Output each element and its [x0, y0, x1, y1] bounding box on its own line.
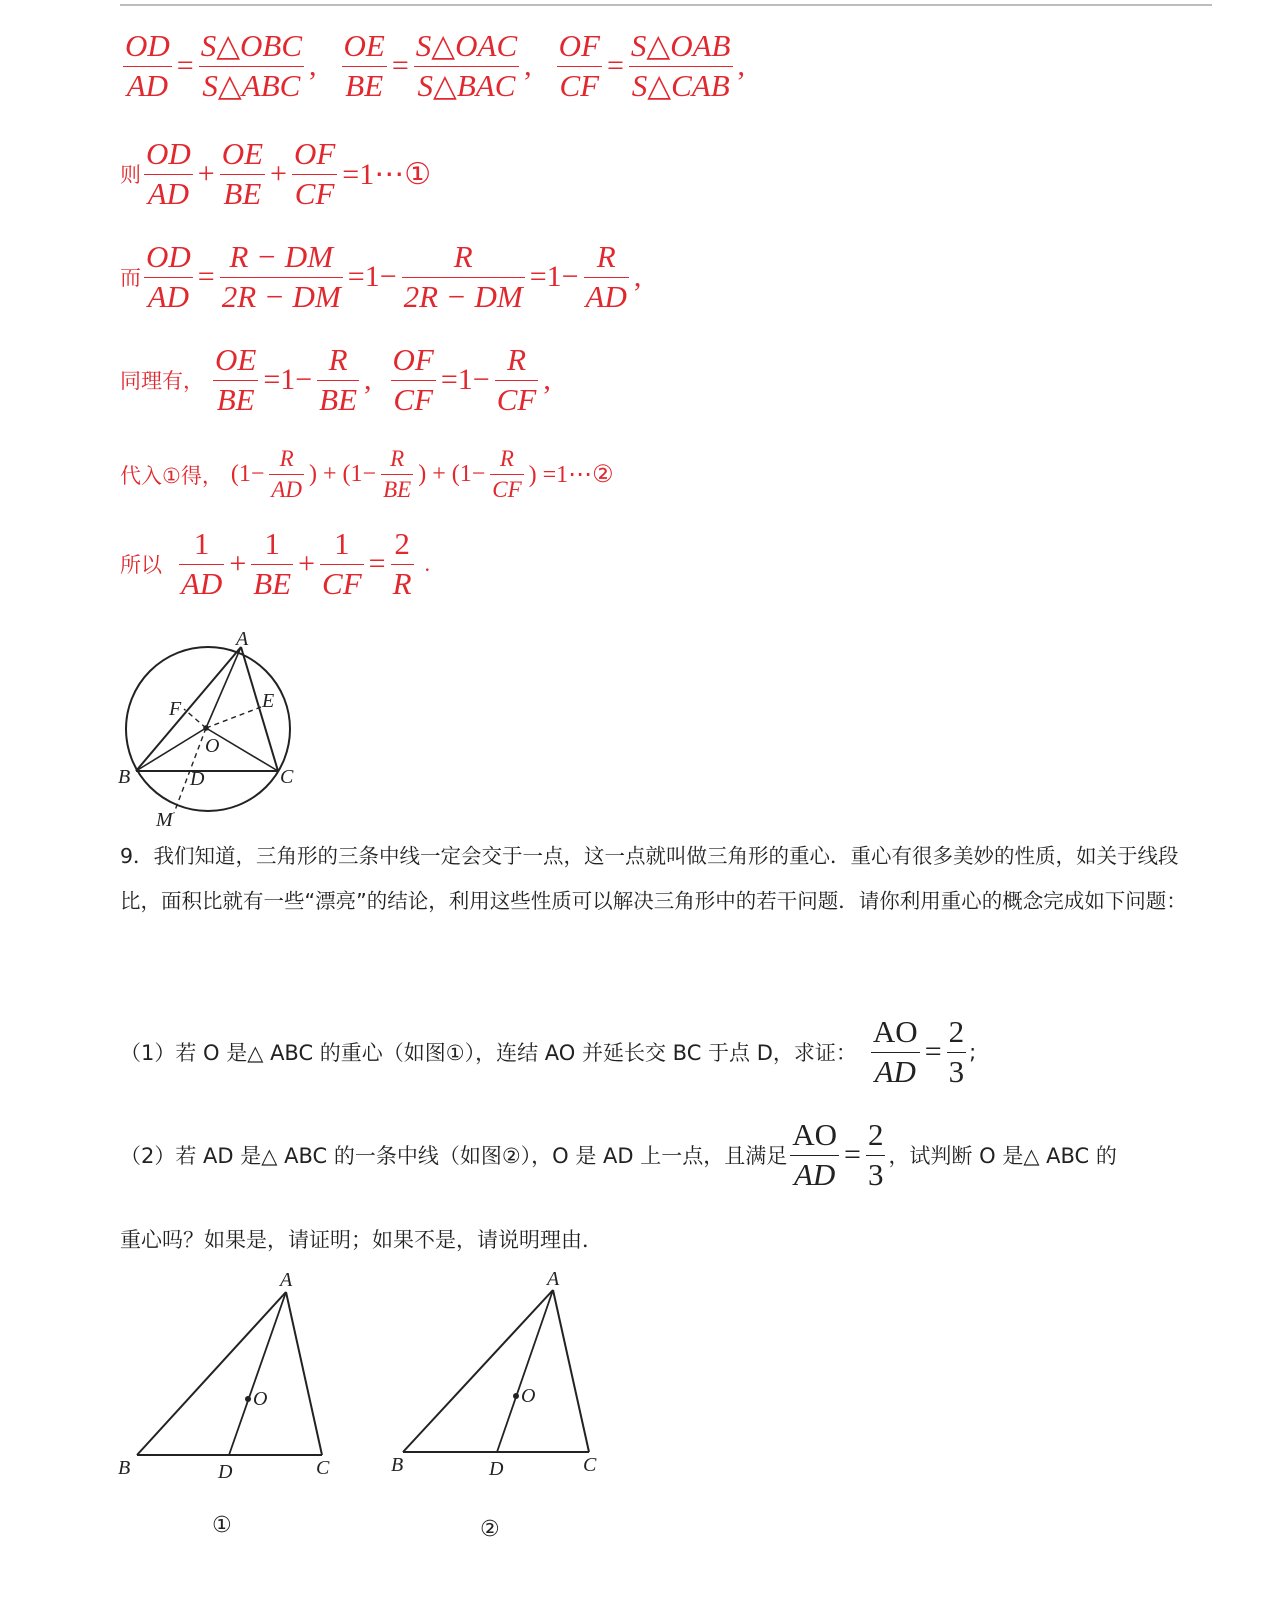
sum-equation-row: 则 $\frac{OD}{AD}$ + $\frac{OE}{BE}$ + $\frac{OF}{CF}$ =1⋯①: [120, 136, 432, 211]
fig1-label-c: C: [280, 766, 294, 788]
fig1-label-e: E: [262, 690, 275, 712]
circle-triangle-figure: [112, 625, 312, 830]
substitution-row: 代入①得， (1− $\frac{R}{AD}$ ) + (1− $\frac{R}{BE}$ ) + (1− $\frac{R}{CF}$ ) =1⋯②: [120, 446, 614, 503]
fig2-label-d: D: [218, 1461, 233, 1483]
problem-9-statement: 9．我们知道，三角形的三条中线一定会交于一点，这一点就叫做三角形的重心．重心有很多美妙的性质，如关于线段比，面积比就有一些“漂亮”的结论，利用这些性质可以解决三角形中的若干问题．请你利用重心的概念完成如下问题：: [120, 844, 1187, 913]
fig3-label-c: C: [583, 1454, 597, 1476]
triangle-figure-1: [112, 1266, 342, 1546]
similar-derivation-row: 同理有， $\frac{OE}{BE}$ =1− $\frac{R}{BE}$ , $\frac{OF}{CF}$ =1− $\frac{R}{CF}$ ,: [120, 342, 551, 417]
fig1-label-d: D: [190, 768, 205, 790]
fig2-label-c: C: [316, 1457, 330, 1479]
fig3-label-o: O: [521, 1385, 536, 1407]
fig3-label-d: D: [489, 1458, 504, 1480]
fig2-label-o: O: [253, 1388, 268, 1410]
fraction-oe-be: $\frac{OE}{BE}$: [343, 28, 385, 103]
ratio-equation-row: $\frac{OD}{AD}$ = $\frac{\text{S△OBC}}{\text{S△ABC}}$ , $\frac{OE}{BE}$ = $\frac{\text{S△OAC}}{\text{S△BAC}}$ , $\frac{OF}{CF}$ = $\frac{\text{S△OAB}}{\text{S△CAB}}$ ,: [125, 28, 745, 103]
question-2: （2）若 AD 是△ ABC 的一条中线（如图②），O 是 AD 上一点，且满足 $\frac{AO}{AD}$ = $\frac{2}{3}$ ，试判断 O 是△ ABC 的: [120, 1117, 1117, 1192]
fig1-label-a: A: [236, 628, 249, 650]
fig1-label-f: F: [169, 698, 182, 720]
od-ad-derivation-row: 而 $\frac{OD}{AD}$ = $\frac{R - DM}{2R - DM}$ =1− $\frac{R}{2R - DM}$ =1− $\frac{R}{AD}$ ,: [120, 239, 642, 314]
fig3-label-b: B: [391, 1454, 404, 1476]
triangle-figure-2: [385, 1266, 615, 1546]
top-divider: [120, 4, 1212, 6]
area-ratio-oab: $\frac{\text{S△OAB}}{\text{S△CAB}}$: [630, 28, 731, 103]
fig3-caption: ②: [480, 1517, 500, 1542]
area-ratio-obc: $\frac{\text{S△OBC}}{\text{S△ABC}}$: [200, 28, 303, 103]
area-ratio-oac: $\frac{\text{S△OAC}}{\text{S△BAC}}$: [415, 28, 518, 103]
fig2-label-b: B: [118, 1457, 131, 1479]
question-1: （1）若 O 是△ ABC 的重心（如图①），连结 AO 并延长交 BC 于点 D，求证： $\frac{AO}{AD}$ = $\frac{2}{3}$ ;: [120, 1014, 977, 1089]
question-2-continued: 重心吗？如果是，请证明；如果不是，请说明理由．: [120, 1228, 603, 1252]
conclusion-row: 所以 $\frac{1}{AD}$ + $\frac{1}{BE}$ + $\frac{1}{CF}$ = $\frac{2}{R}$ .: [120, 526, 431, 601]
fraction-od-ad: $\frac{OD}{AD}$: [125, 28, 170, 103]
fraction-of-cf: $\frac{OF}{CF}$: [558, 28, 600, 103]
fig1-label-o: O: [205, 735, 220, 757]
fig3-label-a: A: [547, 1268, 560, 1290]
fig2-label-a: A: [280, 1269, 293, 1291]
fig1-label-m: M: [156, 809, 173, 830]
fig2-caption: ①: [212, 1513, 232, 1538]
fig1-label-b: B: [118, 766, 131, 788]
